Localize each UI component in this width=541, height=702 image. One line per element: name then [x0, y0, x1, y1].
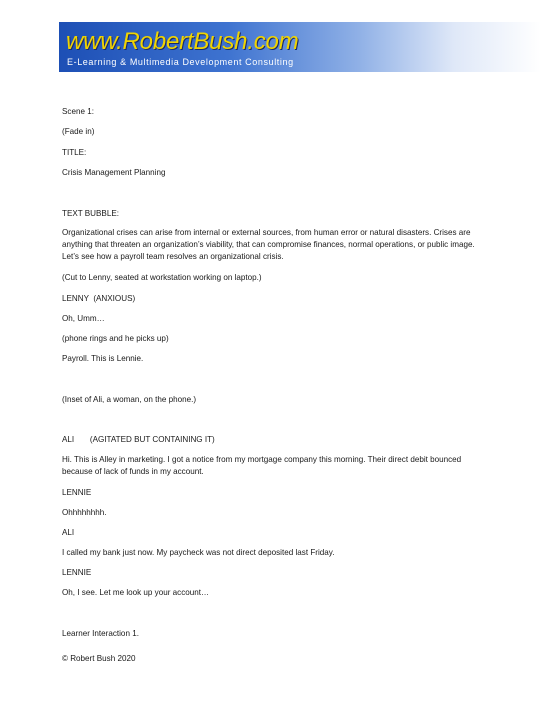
- title-text: Crisis Management Planning: [62, 168, 166, 177]
- lennie-cue-2: LENNIE: [62, 568, 92, 577]
- ali-line-2: I called my bank just now. My paycheck was not direct deposited last Friday.: [62, 548, 335, 557]
- text-bubble-body: Organizational crises can arise from internal or external sources, from human error or natural disasters. Crises are anything that threaten an organization’s viability, that can compromise finances, normal operations, or public image. Let’s see how a payroll team resolves an organizational crisis.: [62, 228, 477, 261]
- learner-interaction: Learner Interaction 1.: [62, 629, 139, 638]
- text-bubble-label: TEXT BUBBLE:: [62, 209, 119, 218]
- ali-line-1: Hi. This is Alley in marketing. I got a notice from my mortgage company this morning. Their direct debit bounced because of lack of funds in my account.: [62, 455, 464, 476]
- site-title: www.RobertBush.com: [66, 28, 299, 55]
- site-tagline: E-Learning & Multimedia Development Consulting: [67, 57, 294, 67]
- lenny-cue: LENNY (ANXIOUS): [62, 294, 136, 303]
- scene-heading: Scene 1:: [62, 107, 94, 116]
- title-label: TITLE:: [62, 148, 87, 157]
- ali-cue-2: ALI: [62, 528, 75, 537]
- header-banner: [59, 22, 541, 72]
- ali-cue: ALI (AGITATED BUT CONTAINING IT): [62, 435, 215, 444]
- lenny-line-1: Oh, Umm…: [62, 314, 105, 323]
- lenny-line-2: Payroll. This is Lennie.: [62, 354, 144, 363]
- lennie-line-3: Ohhhhhhhh.: [62, 508, 107, 517]
- copyright: © Robert Bush 2020: [62, 654, 136, 663]
- lennie-cue-1: LENNIE: [62, 488, 92, 497]
- fade-direction: (Fade in): [62, 127, 95, 136]
- cut-direction: (Cut to Lenny, seated at workstation working on laptop.): [62, 273, 262, 282]
- phone-direction: (phone rings and he picks up): [62, 334, 169, 343]
- inset-direction: (Inset of Ali, a woman, on the phone.): [62, 395, 197, 404]
- lennie-line-4: Oh, I see. Let me look up your account…: [62, 588, 210, 597]
